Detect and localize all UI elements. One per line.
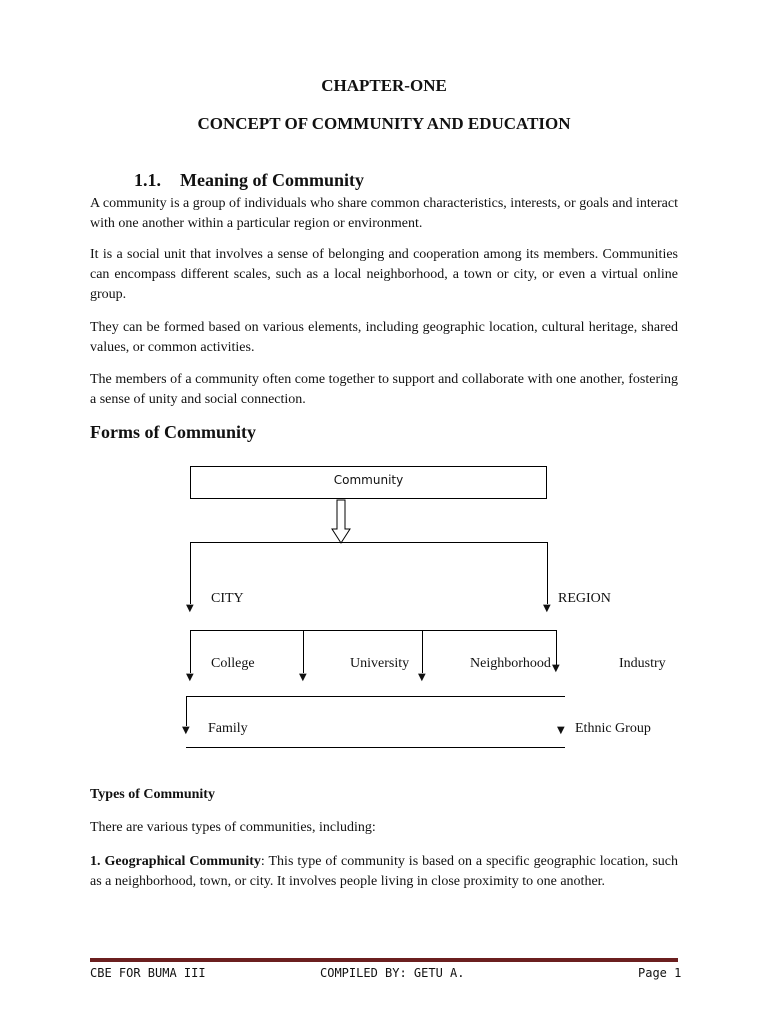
diagram-label-university: University xyxy=(350,656,410,671)
types-item-1 xyxy=(90,852,678,892)
diagram-branch-family xyxy=(186,696,187,726)
diagram-branch-industry xyxy=(556,630,557,666)
diagram-label-region: REGION xyxy=(558,591,611,606)
diagram-label-city: CITY xyxy=(211,591,244,606)
arrowhead-icon: ▼ xyxy=(543,603,551,614)
diagram-line-level2 xyxy=(190,630,557,631)
arrowhead-icon: ▼ xyxy=(418,672,426,683)
types-item-1-text: : This type of community is based on a specific geographic location, such as a neighborhood, town, or city. It involves people living in close proximity to one another. xyxy=(90,854,678,889)
page-title: CONCEPT OF COMMUNITY AND EDUCATION xyxy=(197,114,571,133)
paragraph-1: A community is a group of individuals who share common characteristics, interests, or goals and interact with one another within a particular region or environment. xyxy=(90,196,678,231)
diagram-branch-university xyxy=(303,630,304,673)
types-item-1-label: 1. Geographical Community xyxy=(90,854,261,869)
arrowhead-icon: ▼ xyxy=(299,672,307,683)
diagram-label-industry: Industry xyxy=(619,656,666,671)
diagram-line-level3 xyxy=(186,696,565,697)
footer-center: COMPILED BY: GETU A. xyxy=(320,966,465,980)
paragraph-2: It is a social unit that involves a sense of belonging and cooperation among its members. Communities can encompass different scales, such as a local neighborhood, a town or city, or even a virtual online group. xyxy=(90,247,678,302)
section-number: 1.1. xyxy=(134,170,161,190)
diagram-branch-city xyxy=(190,542,191,604)
down-arrow-icon xyxy=(330,499,352,545)
footer-rule xyxy=(90,958,678,962)
diagram-label-family: Family xyxy=(208,721,248,736)
types-intro: There are various types of communities, including: xyxy=(90,820,376,835)
arrowhead-icon: ▼ xyxy=(552,663,560,674)
arrowhead-icon: ▼ xyxy=(186,672,194,683)
diagram-label-college: College xyxy=(211,656,255,671)
diagram-branch-college xyxy=(190,630,191,673)
section-title: Meaning of Community xyxy=(180,170,364,190)
arrowhead-icon: ▼ xyxy=(557,725,565,736)
paragraph-3: They can be formed based on various elements, including geographic location, cultural heritage, shared values, or common activities. xyxy=(90,320,678,355)
diagram-line-bottom xyxy=(186,747,565,748)
paragraph-4: The members of a community often come together to support and collaborate with one another, fostering a sense of unity and social connection. xyxy=(90,372,678,407)
arrowhead-icon: ▼ xyxy=(182,725,190,736)
arrowhead-icon: ▼ xyxy=(186,603,194,614)
diagram-label-neighborhood: Neighborhood xyxy=(470,656,551,671)
diagram-label-ethnic-group: Ethnic Group xyxy=(575,721,651,736)
section-heading xyxy=(134,170,364,191)
footer-page-number: Page 1 xyxy=(638,966,682,980)
diagram-line-level1 xyxy=(190,542,548,543)
diagram-branch-neighborhood xyxy=(422,630,423,673)
types-heading: Types of Community xyxy=(90,787,215,802)
diagram-branch-region xyxy=(547,542,548,604)
forms-heading: Forms of Community xyxy=(90,422,256,442)
diagram-root-box: Community xyxy=(190,466,547,499)
chapter-heading: CHAPTER-ONE xyxy=(321,76,447,95)
footer-left: CBE FOR BUMA III xyxy=(90,966,206,980)
